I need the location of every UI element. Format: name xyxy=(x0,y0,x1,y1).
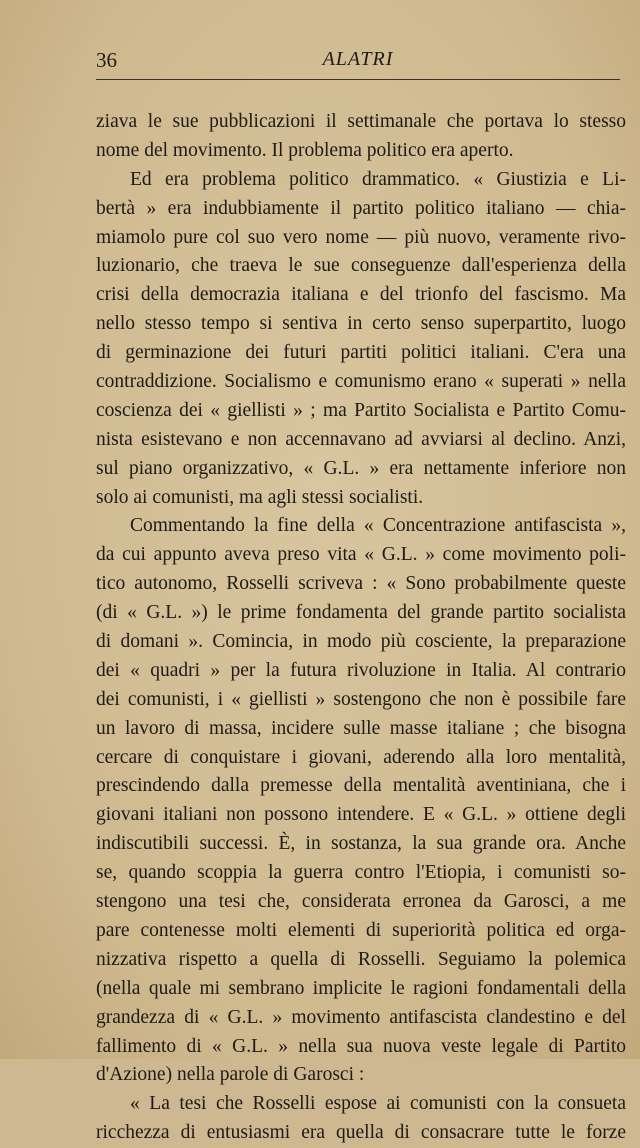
text-line: ricchezza di entusiasmi era quella di consacrare tutte le forze xyxy=(96,1122,626,1144)
text-line: « La tesi che Rosselli espose ai comunisti con la consueta xyxy=(130,1093,626,1115)
text-line: pare contenesse molti elementi di superiorità politica ed orga- xyxy=(96,919,626,941)
body-text xyxy=(96,108,626,1148)
text-line: (di « G.L. ») le prime fondamenta del grande partito socialista xyxy=(96,602,626,624)
text-line: coscienza dei « giellisti » ; ma Partito Socialista e Partito Comu- xyxy=(96,399,626,421)
text-line: contraddizione. Socialismo e comunismo erano « superati » nella xyxy=(96,371,626,393)
text-line: ziava le sue pubblicazioni il settimanale che portava lo stesso xyxy=(96,111,626,132)
text-line: solo ai comunisti, ma agli stessi socialisti. xyxy=(96,486,424,508)
text-line: dei comunisti, i « giellisti » sostengono che non è possibile fare xyxy=(96,688,626,710)
text-line: Ed era problema politico drammatico. « Giustizia e Li- xyxy=(130,168,626,190)
text-line: nello stesso tempo si sentiva in certo senso superpartito, luogo xyxy=(96,313,626,335)
text-line: (nella quale mi sembrano implicite le ragioni fondamentali della xyxy=(96,977,626,999)
text-line: bertà » era indubbiamente il partito politico italiano — chia- xyxy=(96,197,626,219)
text-line: luzionario, che traeva le sue conseguenze dall'esperienza della xyxy=(96,255,626,277)
text-line: di domani ». Comincia, in modo più cosciente, la preparazione xyxy=(96,631,626,653)
page-header xyxy=(96,48,620,78)
text-line: stengono una tesi che, considerata erronea da Garosci, a me xyxy=(96,891,626,913)
text-line: Commentando la fine della « Concentrazione antifascista », xyxy=(130,515,626,537)
text-line: giovani italiani non possono intendere. E « G.L. » ottiene degli xyxy=(96,804,626,826)
text-line: dei « quadri » per la futura rivoluzione in Italia. Al contrario xyxy=(96,659,626,681)
text-line: nizzativa rispetto a quella di Rosselli. Seguiamo la polemica xyxy=(96,948,626,970)
text-line: grandezza di « G.L. » movimento antifascista clandestino e del xyxy=(96,1006,626,1028)
text-line: prescindendo dalla premesse della mentalità aventiniana, che i xyxy=(96,775,626,797)
running-title: ALATRI xyxy=(322,48,394,70)
text-line: d'Azione) nella parole di Garosci : xyxy=(96,1064,365,1086)
text-line: da cui appunto aveva preso vita « G.L. » come movimento poli- xyxy=(96,544,626,566)
text-line: fallimento di « G.L. » nella sua nuova veste legale di Partito xyxy=(96,1035,626,1057)
text-line: di germinazione dei futuri partiti politici italiani. C'era una xyxy=(96,342,626,364)
header-rule xyxy=(96,79,620,80)
text-line: se, quando scoppia la guerra contro l'Etiopia, i comunisti so- xyxy=(96,862,626,884)
text-line: un lavoro di massa, incidere sulle masse italiane ; che bisogna xyxy=(96,717,626,739)
text-line: cercare di conquistare i giovani, aderendo alla loro mentalità, xyxy=(96,746,626,768)
text-line: tico autonomo, Rosselli scriveva : « Sono probabilmente queste xyxy=(96,573,626,595)
text-line: crisi della democrazia italiana e del trionfo del fascismo. Ma xyxy=(96,284,626,306)
text-line: sul piano organizzativo, « G.L. » era nettamente inferiore non xyxy=(96,457,626,479)
text-line: nome del movimento. Il problema politico era aperto. xyxy=(96,139,514,161)
text-line: indiscutibili successi. È, in sostanza, la sua grande ora. Anche xyxy=(96,833,626,855)
text-line: miamolo pure col suo vero nome — più nuovo, veramente rivo- xyxy=(96,226,626,248)
page-number: 36 xyxy=(96,48,117,72)
text-line: nista esistevano e non accennavano ad avviarsi al declino. Anzi, xyxy=(96,428,626,450)
